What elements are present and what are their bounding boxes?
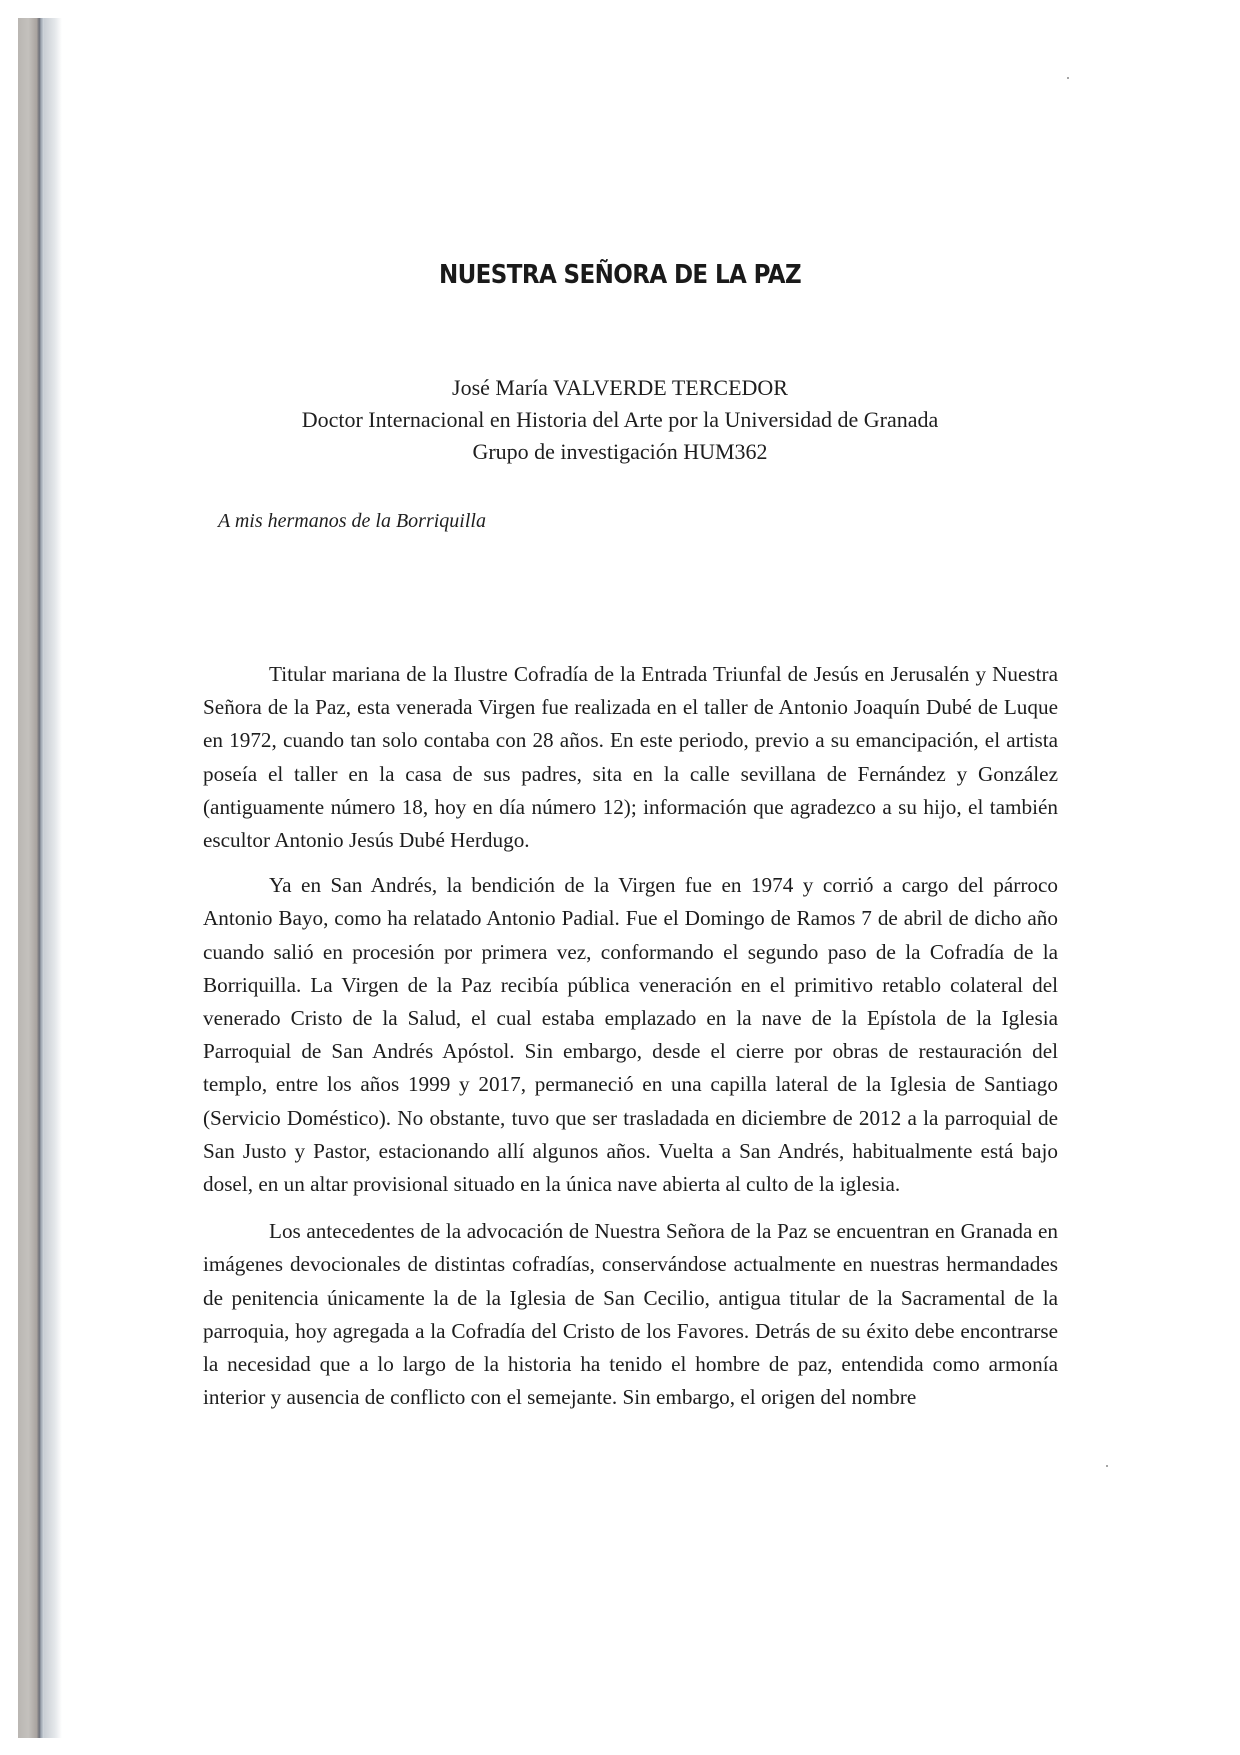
body-text [203, 658, 1058, 1426]
paragraph: Ya en San Andrés, la bendición de la Virgen fue en 1974 y corrió a cargo del párroco Antonio Bayo, como ha relatado Antonio Padial. Fue el Domingo de Ramos 7 de abril de dicho año cuando salió en procesión por primera vez, conformando el segundo paso de la Cofradía de la Borriquilla. La Virgen de la Paz recibía pública veneración en el primitivo retablo colateral del venerado Cristo de la Salud, el cual estaba emplazado en la nave de la Epístola de la Iglesia Parroquial de San Andrés Apóstol. Sin embargo, desde el cierre por obras de restauración del templo, entre los años 1999 y 2017, permaneció en una capilla lateral de la Iglesia de Santiago (Servicio Doméstico). No obstante, tuvo que ser trasladada en diciembre de 2012 a la parroquial de San Justo y Pastor, estacionando allí algunos años. Vuelta a San Andrés, habitualmente está bajo dosel, en un altar provisional situado en la única nave abierta al culto de la iglesia. [203, 873, 1058, 1197]
author-block [0, 372, 1240, 468]
scan-speck [1106, 1465, 1108, 1467]
author-name: José María VALVERDE TERCEDOR [452, 375, 788, 400]
document-title: NUESTRA SEÑORA DE LA PAZ [438, 260, 802, 290]
paragraph: Los antecedentes de la advocación de Nuestra Señora de la Paz se encuentran en Granada en imágenes devocionales de distintas cofradías, conservándose actualmente en nuestras hermandades de penitencia únicamente la de la Iglesia de San Cecilio, antigua titular de la Sacramental de la parroquia, hoy agregada a la Cofradía del Cristo de los Favores. Detrás de su éxito debe encontrarse la necesidad que a lo largo de la historia ha tenido el hombre de paz, entendida como armonía interior y ausencia de conflicto con el semejante. Sin embargo, el origen del nombre [203, 1219, 1058, 1410]
paragraph: Titular mariana de la Ilustre Cofradía de la Entrada Triunfal de Jesús en Jerusalén y Nuestra Señora de la Paz, esta venerada Virgen fue realizada en el taller de Antonio Joaquín Dubé de Luque en 1972, cuando tan solo contaba con 28 años. En este periodo, previo a su emancipación, el artista poseía el taller en la casa de sus padres, sita en la calle sevillana de Fernández y González (antiguamente número 18, hoy en día número 12); información que agradezco a su hijo, el también escultor Antonio Jesús Dubé Herdugo. [203, 662, 1058, 853]
scan-speck [1067, 77, 1069, 79]
dedication: A mis hermanos de la Borriquilla [218, 510, 486, 532]
research-group: Grupo de investigación HUM362 [472, 439, 768, 464]
author-affiliation: Doctor Internacional en Historia del Arte por la Universidad de Granada [301, 407, 939, 432]
